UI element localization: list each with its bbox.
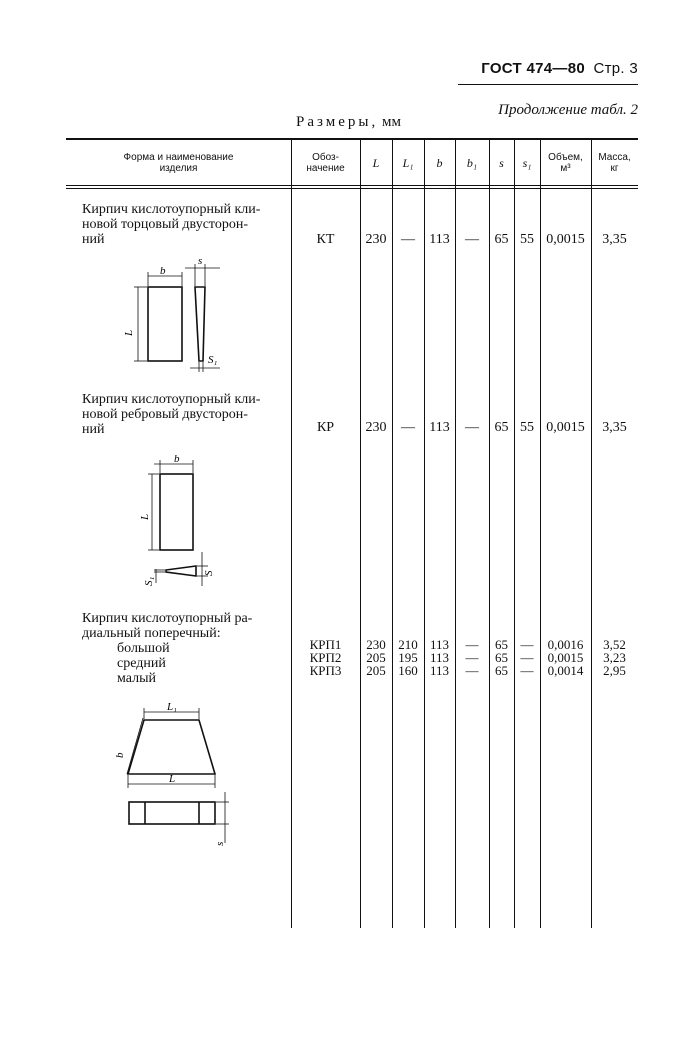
dim-label-s1: S₁ (143, 576, 155, 586)
row-kr-s: 65 (494, 420, 509, 435)
col-header-mass: Масса, кг (598, 152, 631, 174)
table-top-rule (66, 138, 638, 140)
row-kt-b: 113 (429, 232, 450, 247)
dim-label-b: b (114, 752, 126, 758)
col-divider (291, 138, 292, 928)
col-header-s1: s₁ (522, 156, 532, 170)
row-kr-b: 113 (429, 420, 450, 435)
diagram-brick-kt (120, 250, 230, 380)
row-krp-volume-col: 0,0016 0,0015 0,0014 (547, 637, 584, 678)
row-kr-s1: 55 (520, 420, 534, 435)
sizes-caption (296, 114, 401, 131)
col-divider (455, 138, 456, 928)
row-krp-s1-col: — — — (520, 637, 534, 678)
row-kr-mass: 3,35 (602, 420, 627, 435)
row-krp-L-col: 230 205 205 (366, 637, 386, 678)
brick-bottom-view (129, 802, 215, 824)
document-number: ГОСТ 474—80 (481, 60, 585, 77)
row-kr-b1: — (465, 420, 479, 435)
row-kt-designation: КТ (316, 232, 335, 247)
dim-label-s: s (214, 841, 226, 846)
col-header-b: b (436, 156, 443, 170)
dim-label-L: L (169, 773, 176, 785)
col-header-designation: Обоз- начение (306, 152, 345, 174)
brick-wedge-end (166, 566, 196, 576)
table-head-rule-1 (66, 185, 638, 186)
row-kt-b1: — (465, 232, 479, 247)
page-label: Стр. 3 (593, 60, 638, 77)
row-kr-L1: — (401, 420, 415, 435)
row-kr-designation: КР (316, 420, 335, 435)
row-krp-designation-col: КРП1 КРП2 КРП3 (309, 637, 342, 678)
dim-label-b: b (174, 453, 180, 465)
row-kt-L1: — (401, 232, 415, 247)
row-kt-L: 230 (365, 232, 387, 247)
row-krp-b1-col: — — — (465, 637, 479, 678)
col-header-form: Форма и наименование изделия (123, 152, 234, 174)
table-head-rule-2 (66, 188, 638, 189)
col-divider (489, 138, 490, 928)
sizes-title: Размеры, (296, 114, 379, 130)
dim-label-s1: S₁ (208, 354, 218, 366)
col-header-L: L (372, 156, 380, 170)
dim-label-L: L (123, 329, 135, 336)
dim-label-b: b (160, 265, 166, 277)
col-header-b1: b₁ (466, 156, 478, 170)
row-name-krp: Кирпич кислотоупорный ра- диальный поперечный: (82, 611, 253, 641)
col-divider (514, 138, 515, 928)
row-kt-s1: 55 (520, 232, 534, 247)
row-name-kt: Кирпич кислотоупорный кли- новой торцовый двусторон- ний (82, 202, 261, 247)
col-divider (591, 138, 592, 928)
row-kr-L: 230 (365, 420, 387, 435)
row-kt-s: 65 (494, 232, 509, 247)
row-krp-b-col: 113 113 113 (429, 637, 450, 678)
dim-label-s: s (198, 255, 203, 267)
col-header-s: s (499, 156, 504, 170)
row-kr-volume: 0,0015 (546, 420, 585, 435)
col-divider (360, 138, 361, 928)
brick-face (160, 474, 193, 550)
brick-face (148, 287, 182, 361)
dim-label-L1: L₁ (167, 701, 177, 713)
row-krp-mass-col: 3,52 3,23 2,95 (603, 637, 626, 678)
page-header (481, 60, 638, 77)
row-name-kr: Кирпич кислотоупорный кли- новой ребровый двусторон- ний (82, 392, 261, 437)
diagram-brick-kr (128, 448, 228, 596)
dim-label-L: L (139, 513, 151, 520)
dim-label-s: S (203, 570, 215, 576)
diagram-brick-krp (105, 698, 240, 858)
col-header-L1: L₁ (402, 156, 414, 170)
row-kt-mass: 3,35 (602, 232, 627, 247)
row-krp-s-col: 65 65 65 (495, 637, 508, 678)
header-rule (458, 84, 638, 85)
col-divider (424, 138, 425, 928)
col-divider (392, 138, 393, 928)
table-continuation: Продолжение табл. 2 (498, 102, 638, 118)
sizes-unit: мм (381, 114, 401, 130)
brick-side-wedge (195, 287, 205, 361)
brick-trapezoid-face (128, 720, 215, 774)
col-divider (540, 138, 541, 928)
col-header-volume: Объем, м³ (548, 152, 583, 174)
row-krp-L1-col: 210 195 160 (398, 637, 418, 678)
row-krp-subnames: большой средний малый (117, 641, 170, 686)
row-kt-volume: 0,0015 (546, 232, 585, 247)
